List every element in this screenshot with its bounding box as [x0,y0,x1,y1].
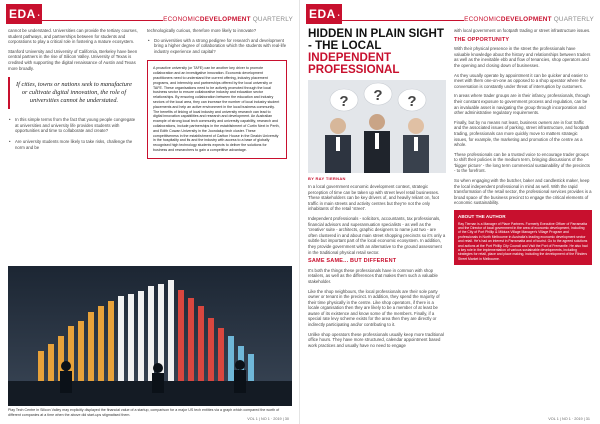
article-body [308,184,446,348]
right-column-2 [454,28,592,265]
body-paragraph: Stanford University and University of California, Berkeley have been central partners in the rise of Silicon Valley. University of Texas is credited with supporting the digital renaissance of Austin and Texas more broadly. [8,48,138,71]
svg-text:?: ? [407,93,417,110]
eda-logo [6,4,42,24]
left-column-2 [147,28,287,159]
bullet-item: • Do universities with a strong pedigree for research and development bring a higher degree of collaboration which the students with real-life industry experience and capital? [147,38,287,55]
right-column-1 [308,28,446,352]
bullet-item: • Are university students more likely to take risks, challenge the norm and be [8,139,138,150]
section-subhead: SAME SAME... BUT DIFFERENT [308,258,397,265]
body-paragraph: These professionals can be a trusted voice to encourage trader groups to shift their policies in the medium term, bringing discussions of the 'bigger picture' - the long term commercial sustainability of the precincts - to the forefront. [454,151,590,174]
page-folio: VOL 1 | NO 1 · 2019 | 30 [247,417,289,421]
page-folio: VOL 1 | NO 1 · 2019 | 31 [548,417,590,421]
publication-title [163,16,293,23]
title-light: ECONOMIC [163,16,200,23]
body-paragraph: So when engaging with the butcher, baker and candlestick maker, keep the local independent professional in mind as well. With the rapid transformation of the retail sector, the professional services provides is a broad space of the business precinct to engage the critical elements of economic sustainability. [454,178,592,206]
header-rule [42,20,163,21]
article-headline [308,28,446,76]
about-author-box [454,210,592,265]
byline: BY RAY TIERNAN [308,176,346,181]
body-paragraph: cannot be understated. Universities can provide the tertiary courses, student pathways, and partnerships between for students and corporations to play a critical role in fostering a mature ecosystem. [8,28,138,45]
left-column-1 [8,28,138,155]
question-marks-illustration [308,80,446,173]
logo-text: EDA [309,7,336,21]
title-bold: DEVELOPMENT [500,16,552,23]
logo-mark: • [37,13,40,19]
section-subhead: THE OPPORTUNITY [454,36,510,43]
hero-image [308,80,446,173]
svg-text:?: ? [373,87,383,104]
bullet-item: • In this simple terms from the fact that young people congregate at universities and university life provides students with opportunities and time to collaborate and create? [8,117,138,134]
publication-title [464,16,594,23]
photo-illustration [8,266,292,406]
svg-text:?: ? [339,93,349,110]
title-suffix: QUARTERLY [553,16,594,23]
headline-black: HIDDEN IN PLAIN SIGHT - THE LOCAL [308,27,444,52]
body-paragraph: Unlike shop operators these professionals usually keep more traditional office hours. They have more structured, calendar appointment based work practices and usually have no need to engage [308,331,444,348]
about-title: ABOUT THE AUTHOR [458,214,506,220]
pull-quote: If cities, towns or nations seek to manufacture or cultivate digital innovation, the role of universities cannot be understated. [8,77,138,109]
body-paragraph: In areas where trader groups are in their infancy, professionals, through their constant exposure to government process and regulation, can be an invaluable asset in navigating the group through incorporation and other administrative regulatory requirements. [454,93,590,116]
bullet-list [8,117,138,150]
page-header [306,4,594,24]
right-page [300,0,600,424]
info-box: A proactive university (or TAFE) can be another key driver to promote collaboration and an investigative innovation. Economic development practitioners need to understand the current offering, industry placement programs, and internship and partnerships offered by the local university or TAFE. These organisations need to be actively promoted through the local business sector to ensure collaborative industry and education sector relationships. By ensuring collaboration between the education and industry sectors of the local area, they can increase the number of local industry student placements and help an active environment in the local business community. The benefits of linking of local industry and university research can lead to digital innovation capabilities and research and development. An Australian example of strong local tech community and university capability, research and collaborations, include partnerships in the establishment of Curtin Next in Perth, and Edith Cowan University in the Joondalup tech cluster. These competitiveness in the establishment of Carlton House in the Deakin University in the hospitality and its and the industry with access to a base of globally recognised high technology students expects to deliver the solutions for business and researchers to gain a competitive advantage. [147,60,287,158]
body-paragraph: technologically curious, therefore more likely to innovate? [147,28,257,33]
about-text: Ray Tiernan is a Manager of Place Partners. Formerly Executive Officer of Parramatta and the Director of local government in the area of economic development, including of the City of Port Phillip & Mildura Village Manager's Village Program and professionals in North Melbourne in Australia's leading economic development sector and retail. He's had an interest in Parramatta and of tourist. Go to the agreed solutions and actions at the Port Phillip City Council and Visit the Port of Fremantle. He also had a key role in the implementation of various sustainable developments, including strategies for retail, place and place making, including the development of the Flinders Street Market in Melbourne. [458,221,588,261]
body-paragraph: with local government on footpath trading or street infrastructure issues. [454,28,591,33]
title-bold: DEVELOPMENT [199,16,251,23]
body-paragraph: With their physical presence in the street the professionals have valuable knowledge about the history and relationships between traders as well as the inevitable ebb and flow of tenancies, shop operators and the opening and closing down of businesses. [454,46,591,68]
logo-mark: • [337,13,340,19]
body-paragraph: Independent professionals - solicitors, accountants, tax professionals, financial advisors and superannuation specialists - as well as the 'creative' suite - architects, graphic designers to name just two - are often clustered in and about main street shopping precincts so it's only a subtle but important part of the local economic ecosystem. In addition, they provide government with an alternative to the ground assessment in the traditional physical retail sector. [308,215,446,255]
page-header [6,4,293,24]
header-rule [342,20,464,21]
photo-caption: Play Tech Centre in Silicon Valley may explicitly displayed the financial value of a startup, comparison for a major US tech entities via a graph which compared the worth of different companies at a time when the above did start-ups stigmatised them. [8,408,280,417]
title-light: ECONOMIC [464,16,501,23]
body-paragraph: In a local government economic development context, strategic perception of time can be taken up with street level retail businesses. These stakeholders can be key drivers of, and heavily reliant on, foot traffic in main streets and activity centres but they're not the only inhabitants of the retail 'street'. [308,184,440,212]
bullet-list [147,38,287,55]
logo-text: EDA [9,7,36,21]
body-paragraph: Finally, but by no means not least, business owners are in foot traffic and the associated issues of parking, street infrastructure, and footpath trading, professionals can more quickly move to matters strategic issues, for example, the marketing and promotion of the centre as a whole. [454,119,590,148]
eda-logo [306,4,342,24]
body-paragraph: Like the shop neighbours, the local professionals are their sole party owner or tenant in the precinct. In addition, they spend the majority of their time physically in the centre. Like shop operators, if there is a locale organisation then they are likely to be a member of at least be aware of its existence and know some of the members. Finally, if a special rate levy scheme exists for the area then they are directly or indirectly participating and/or contributing to it. [308,288,440,328]
body-paragraph: It's both the things these professionals have in common with shop retailers, as well as the differences that makes them such a valuable stakeholder. [308,267,438,284]
title-suffix: QUARTERLY [252,16,293,23]
headline-red: INDEPENDENT PROFESSIONAL [308,51,400,76]
tech-centre-photo [8,266,292,406]
body-paragraph: As they usually operate by appointment it can be quicker and easier to meet with them one-on-one as opposed to a shop operator where the conversation is constantly under threat of interruption by customers. [454,72,588,89]
